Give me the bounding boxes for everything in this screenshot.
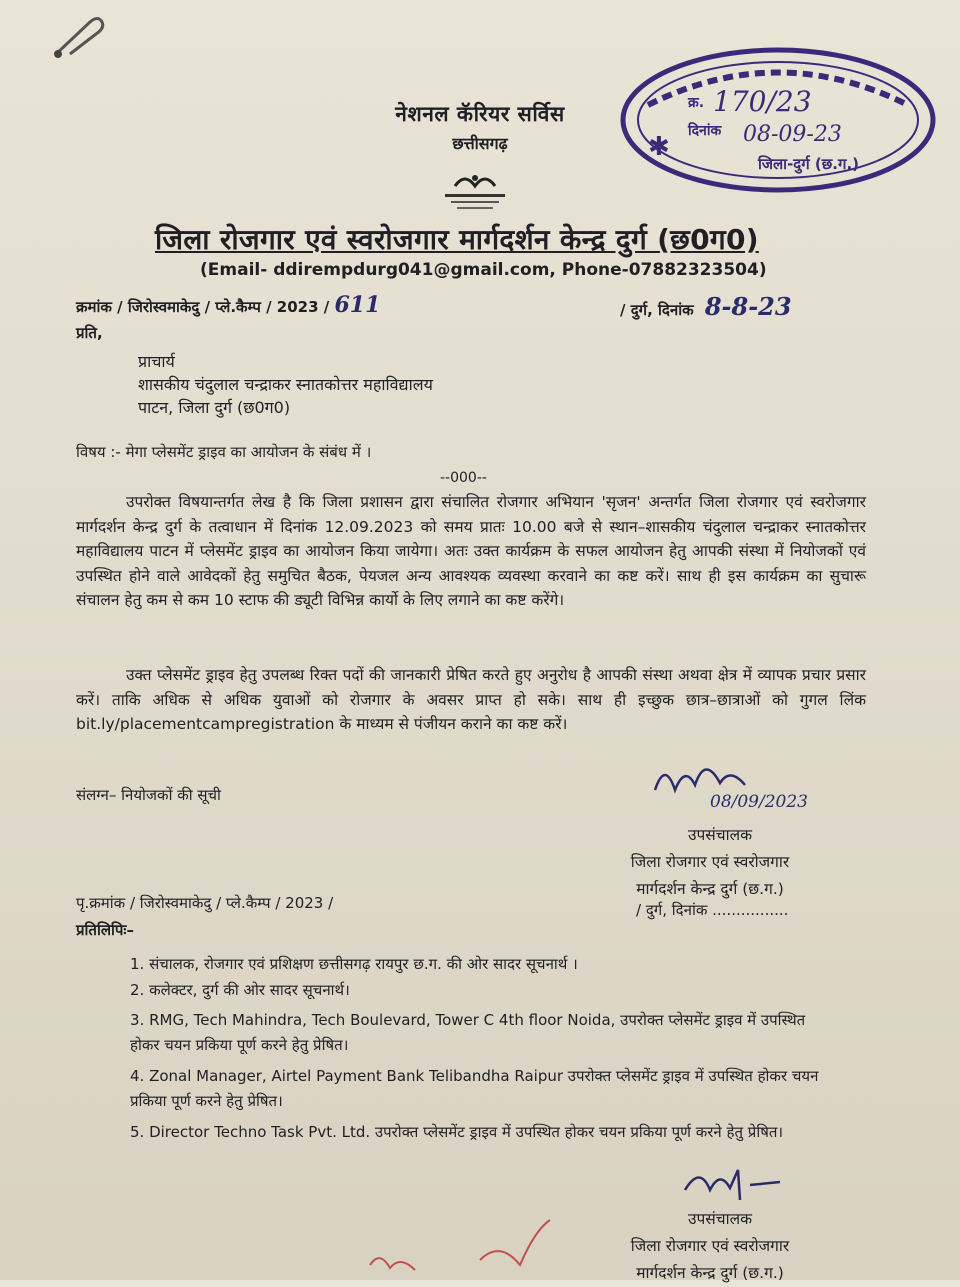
signature-2-designation: उपसंचालक <box>687 1210 753 1228</box>
enclosure-note: संलग्न– नियोजकों की सूची <box>76 786 221 804</box>
subject-separator: --000-- <box>440 470 487 486</box>
contact-info: (Email- ddirempdurg041@gmail.com, Phone-07882323504) <box>200 260 767 280</box>
reference-number-handwritten: 611 <box>334 292 381 318</box>
stamp-date: 08-09-23 <box>743 122 842 147</box>
copy-place-date: / दुर्ग, दिनांक ................ <box>636 901 789 919</box>
ncs-logo <box>435 168 515 214</box>
office-title: जिला रोजगार एवं स्वरोजगार मार्गदर्शन केन्द्र दुर्ग (छ0ग0) <box>155 223 759 256</box>
recipient-location: पाटन, जिला दुर्ग (छ0ग0) <box>138 398 291 417</box>
date-handwritten: 8-8-23 <box>704 292 792 321</box>
red-pen-annotation <box>360 1210 590 1280</box>
copy-heading: प्रतिलिपिः– <box>76 921 134 939</box>
copy-item-2: 2. कलेक्टर, दुर्ग की ओर सादर सूचनार्थ। <box>130 981 350 999</box>
place-date-label: / दुर्ग, दिनांक <box>620 301 694 319</box>
body-paragraph-2: उक्त प्लेसमेंट ड्राइव हेतु उपलब्ध रिक्त पदों की जानकारी प्रेषित करते हुए अनुरोध है आपकी संस्था अथवा क्षेत्र में व्यापक प्रचार प्रसार करें। ताकि अधिक से अधिक युवाओं को रोजगार के अवसर प्राप्त हो सके। साथ ही इच्छुक छात्र–छात्राओं को गुगल लिंक bit.ly/placementcampregistration के माध्यम से पंजीयन कराने का कष्ट करें। <box>76 666 866 733</box>
copy-item-4: 4. Zonal Manager, Airtel Payment Bank Telibandha Raipur उपरोक्त प्लेसमेंट ड्राइव में उपस्थित होकर चयन प्रकिया पूर्ण करने हेतु प्रेषित। <box>130 1067 819 1110</box>
signature-1-date: 08/09/2023 <box>710 792 808 812</box>
copy-item-3: 3. RMG, Tech Mahindra, Tech Boulevard, Tower C 4th floor Noida, उपरोक्त प्लेसमेंट ड्राइव में उपस्थित होकर चयन प्रकिया पूर्ण करने हेतु प्रेषित। <box>130 1011 806 1054</box>
letter-reference <box>76 292 380 318</box>
letter-date <box>620 292 792 321</box>
recipient-role: प्राचार्य <box>138 352 175 371</box>
state-name: छत्तीसगढ़ <box>452 134 508 153</box>
stamp-number: 170/23 <box>713 85 812 118</box>
signature-1 <box>650 755 840 815</box>
recipient-institution: शासकीय चंदुलाल चन्द्राकर स्नातकोत्तर महाविद्यालय <box>138 375 433 394</box>
paper-pin-icon <box>50 10 110 60</box>
copy-item-5: 5. Director Techno Task Pvt. Ltd. उपरोक्त प्लेसमेंट ड्राइव में उपस्थित होकर चयन प्रकिया पूर्ण करने हेतु प्रेषित। <box>130 1123 784 1141</box>
signature-1-block <box>560 822 860 903</box>
signature-1-designation: उपसंचालक <box>687 826 753 844</box>
signature-2-office-line1: जिला रोजगार एवं स्वरोजगार <box>630 1237 790 1255</box>
copy-item-1: 1. संचालक, रोजगार एवं प्रशिक्षण छत्तीसगढ़ रायपुर छ.ग. की ओर सादर सूचनार्थ । <box>130 955 578 973</box>
signature-1-office-line1: जिला रोजगार एवं स्वरोजगार <box>630 853 790 871</box>
stamp-text: जिला-दुर्ग (छ.ग.) <box>758 155 859 173</box>
signature-2-block <box>560 1206 860 1287</box>
reference-number: क्रमांक / जिरोस्वमाकेदु / प्ले.कैम्प / 2023 / <box>76 298 330 316</box>
svg-text:क्र.: क्र. <box>688 95 705 111</box>
recipient-prefix: प्रति, <box>76 324 103 342</box>
copy-reference: पृ.क्रमांक / जिरोस्वमाकेदु / प्ले.कैम्प / 2023 / <box>76 894 334 912</box>
signature-1-office-line2: मार्गदर्शन केन्द्र दुर्ग (छ.ग.) <box>636 880 784 898</box>
subject-line: विषय :- मेगा प्लेसमेंट ड्राइव का आयोजन के संबंध में । <box>76 443 372 461</box>
signature-2 <box>680 1160 790 1210</box>
service-name: नेशनल कॅरियर सर्विस <box>395 102 565 126</box>
svg-text:दिनांक: दिनांक <box>688 123 722 139</box>
body-paragraph-1: उपरोक्त विषयान्तर्गत लेख है कि जिला प्रशासन द्वारा संचालित रोजगार अभियान 'सृजन' अन्तर्गत जिला रोजगार एवं स्वरोजगार मार्गदर्शन केन्द्र दुर्ग के तत्वाधान में दिनांक 12.09.2023 को समय प्रातः 10.00 बजे से स्थान–शासकीय चंदुलाल चन्द्राकर स्नातकोत्तर महाविद्यालय पाटन में प्लेसमेंट ड्राइव का आयोजन किया जायेगा। अतः उक्त कार्यक्रम के सफल आयोजन हेतु आपकी संस्था में नियोजकों एवं उपस्थित होने वाले आवेदकों हेतु समुचित बैठक, पेयजल अन्य आवश्यक व्यवस्था करवाने का कष्ट करें। साथ ही इस कार्यक्रम का सुचारू संचालन हेतु कम से कम 10 स्टाफ की ड्यूटी विभिन्न कार्यो के लिए लगाने का कष्ट करेंगे। <box>76 493 866 609</box>
svg-text:✱: ✱ <box>648 132 670 162</box>
signature-2-office-line2: मार्गदर्शन केन्द्र दुर्ग (छ.ग.) <box>636 1264 784 1282</box>
